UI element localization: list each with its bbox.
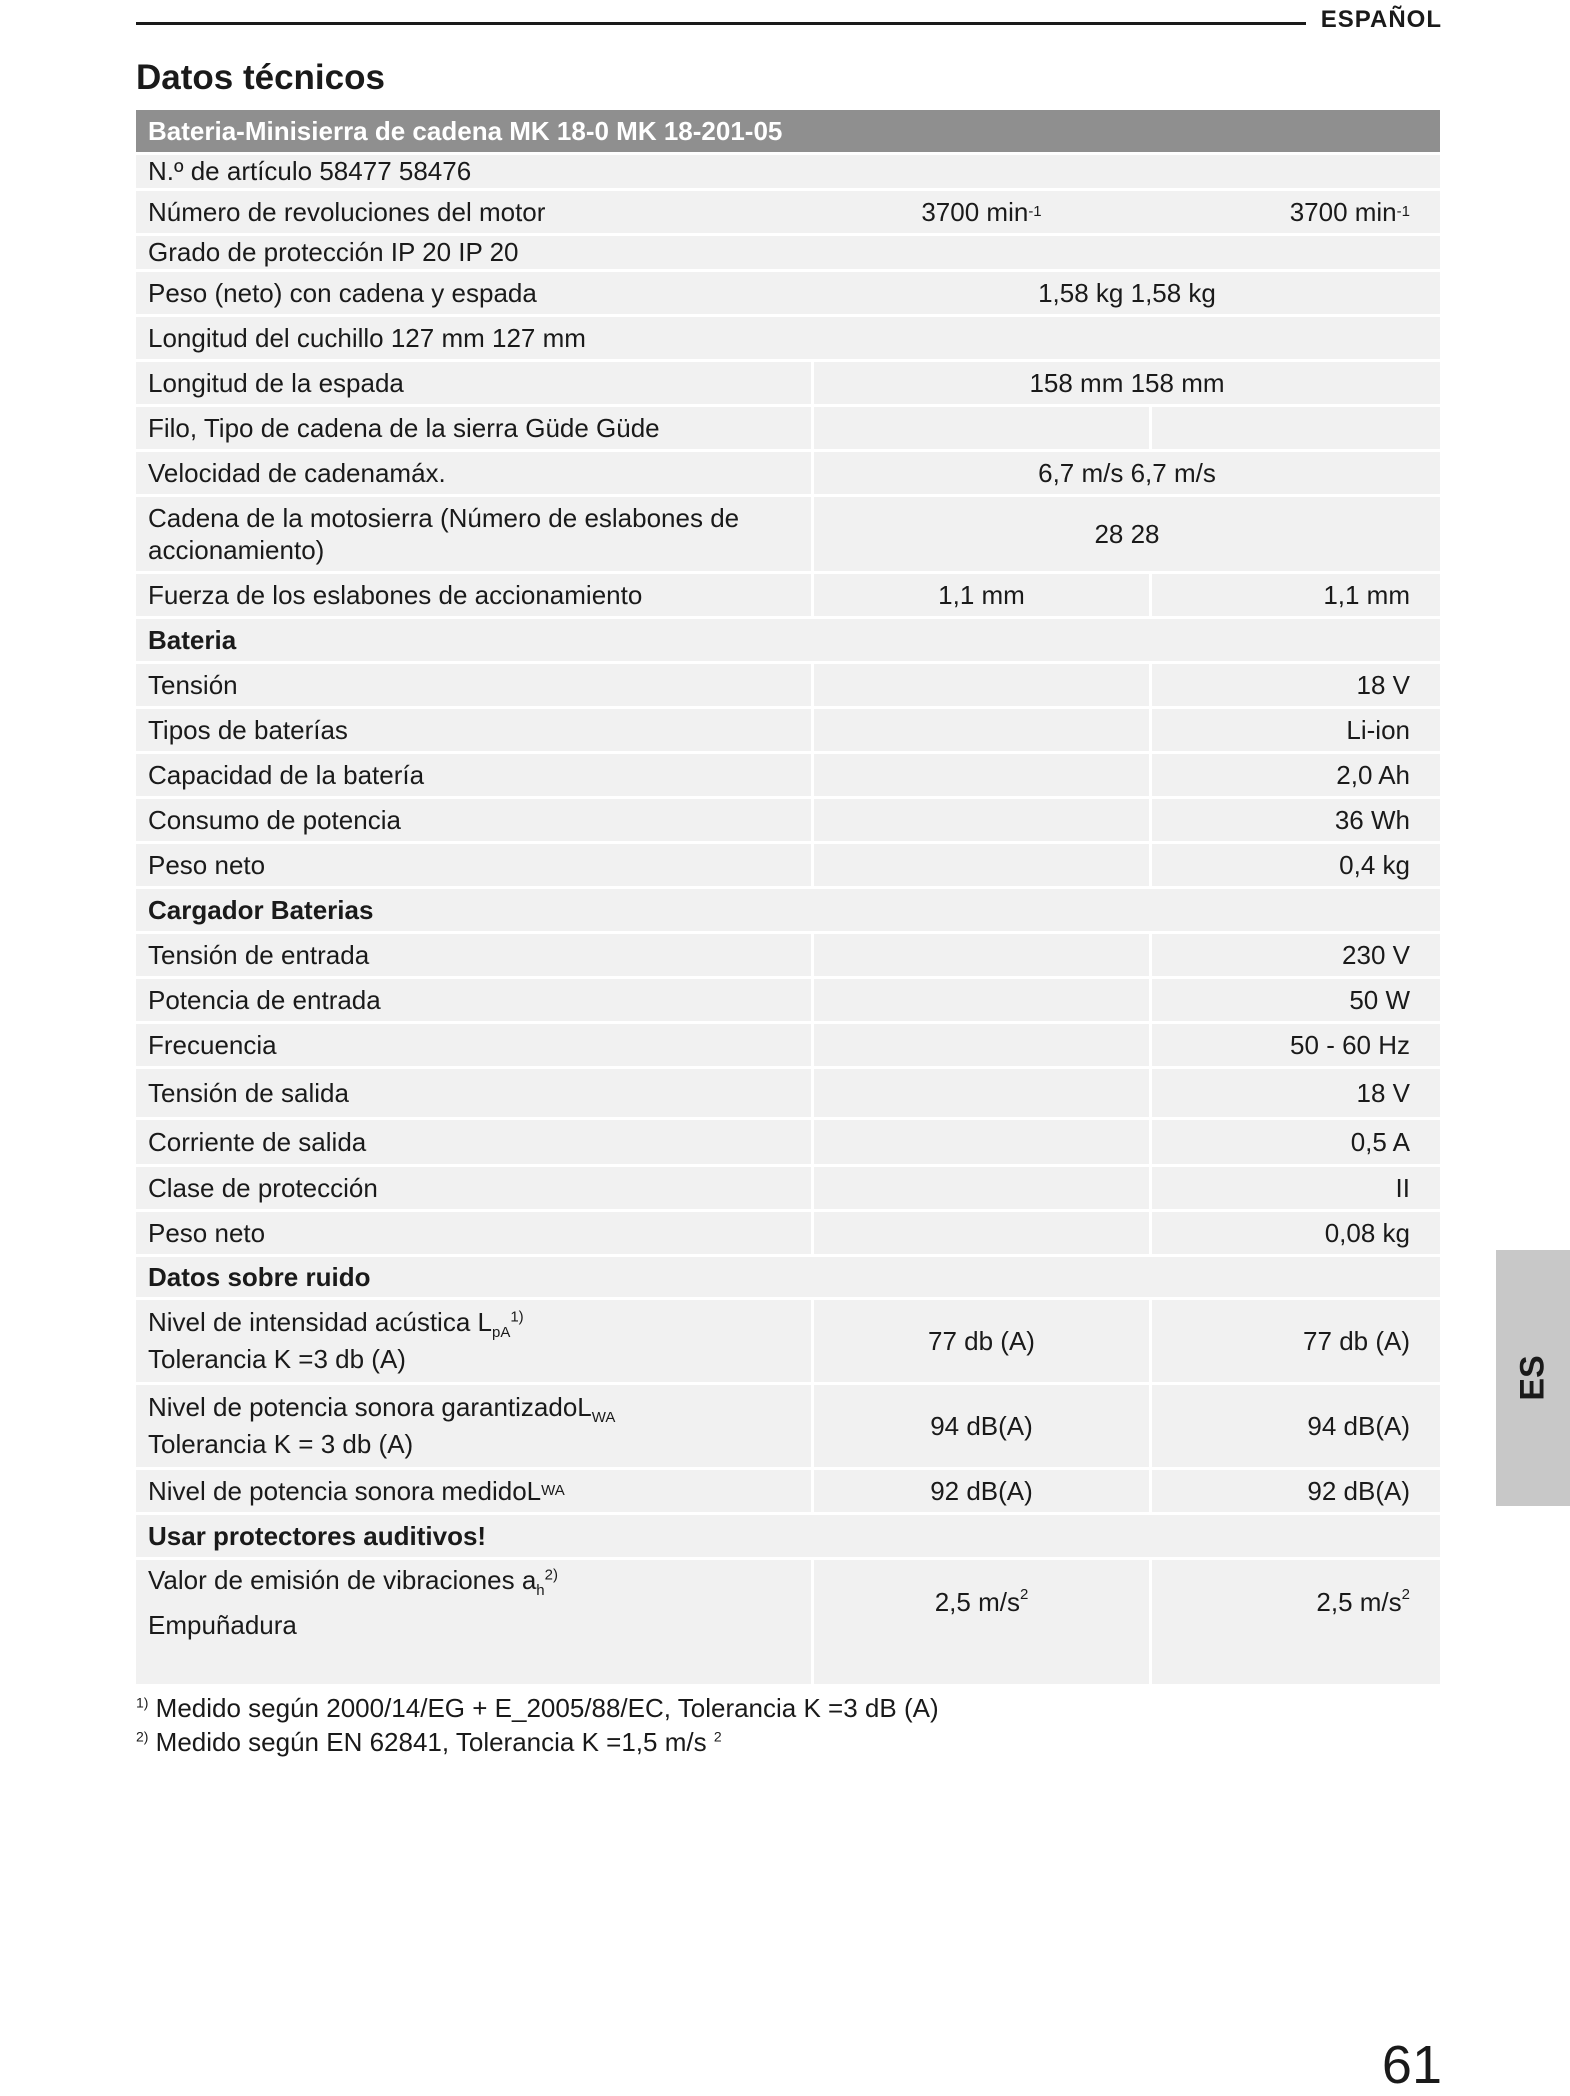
- table-row: [136, 362, 1440, 407]
- table-row: [136, 1167, 1440, 1212]
- table-row: [136, 452, 1440, 497]
- side-tab-label: ES: [1513, 1355, 1552, 1401]
- table-row: [136, 1385, 1440, 1470]
- table-row: [136, 1069, 1440, 1120]
- charger-row-value: 50 W: [1149, 979, 1440, 1021]
- empty-cell: [811, 844, 1149, 886]
- guaranteed-sound-power-label: [136, 1385, 811, 1467]
- battery-row-label: Tipos de baterías: [148, 714, 348, 745]
- empty-cell: [811, 979, 1149, 1021]
- table-row: [136, 407, 1440, 452]
- header-rule: [136, 22, 1306, 25]
- weight-label: Peso (neto) con cadena y espada: [148, 277, 537, 308]
- article-number: N.º de artículo 58477 58476: [148, 156, 472, 187]
- motor-rpm-value-2: 3700 min -1: [1289, 196, 1410, 227]
- empty-cell: [811, 1120, 1149, 1164]
- footnote-2: $^{2)}$ Medido según EN 62841, Tolerancia K =1,5 m/s $^2$: [136, 1726, 722, 1757]
- charger-row-value: 18 V: [1149, 1069, 1440, 1117]
- table-row: [136, 664, 1440, 709]
- table-row: [136, 1470, 1440, 1515]
- section-row: [136, 1515, 1440, 1560]
- blade-length: Longitud del cuchillo 127 mm 127 mm: [148, 322, 586, 353]
- drive-links-label: [136, 497, 811, 571]
- charger-row-label: Frecuencia: [148, 1029, 277, 1060]
- charger-row-label: Potencia de entrada: [148, 984, 381, 1015]
- empty-cell: [811, 1069, 1149, 1117]
- empty-cell: [811, 1024, 1149, 1066]
- sound-intensity-tolerance: Tolerancia K =3 db (A): [148, 1344, 406, 1375]
- section-row: [136, 1257, 1440, 1300]
- charger-row-label: Corriente de salida: [148, 1126, 367, 1157]
- charger-row-value: 0,08 kg: [1149, 1212, 1440, 1254]
- bar-length-label: Longitud de la espada: [148, 367, 404, 398]
- battery-row-value: Li-ion: [1149, 709, 1440, 751]
- empty-cell: [811, 664, 1149, 706]
- chain-speed-label: Velocidad de cadenamáx.: [148, 457, 446, 488]
- bar-length-value: 158 mm 158 mm: [811, 362, 1440, 404]
- sound-intensity-label-line1: Nivel de intensidad acústica $L_{pA}^{1)}$: [148, 1307, 524, 1342]
- drive-links-value: 28 28: [811, 497, 1440, 571]
- empty-cell: [1149, 407, 1440, 449]
- technical-data-table: [136, 110, 1440, 1687]
- table-row: [136, 497, 1440, 574]
- charger-row-value: II: [1149, 1167, 1440, 1209]
- chain-type: Filo, Tipo de cadena de la sierra Güde Güde: [148, 412, 660, 443]
- empty-cell: [811, 934, 1149, 976]
- table-row: [136, 1560, 1440, 1687]
- table-row: [136, 709, 1440, 754]
- battery-row-label: Consumo de potencia: [148, 804, 401, 835]
- section-row: [136, 889, 1440, 934]
- table-row: [136, 1024, 1440, 1069]
- charger-row-label: Peso neto: [148, 1217, 266, 1248]
- table-row: [136, 1120, 1440, 1167]
- battery-heading: Bateria: [148, 624, 237, 655]
- empty-cell: [811, 1167, 1149, 1209]
- link-strength-value-1: 1,1 mm: [811, 574, 1149, 616]
- table-title-row: [136, 110, 1440, 155]
- measured-sound-power-value-1: 92 dB(A): [811, 1470, 1149, 1512]
- drive-links-label-line1: Cadena de la motosierra (Número de eslabones de: [148, 502, 740, 533]
- link-strength-value-2: 1,1 mm: [1149, 574, 1440, 616]
- vibration-label: [136, 1560, 811, 1684]
- table-title: Bateria-Minisierra de cadena MK 18-0 MK 18-201-05: [148, 115, 783, 146]
- table-row: [136, 1300, 1440, 1385]
- measured-sound-power-label: Nivel de potencia sonora medidoL WA: [148, 1475, 565, 1506]
- language-side-tab: [1496, 1250, 1570, 1506]
- battery-row-label: Peso neto: [148, 849, 266, 880]
- table-row: [136, 191, 1440, 236]
- table-row: [136, 934, 1440, 979]
- table-row: [136, 1212, 1440, 1257]
- link-strength-label: Fuerza de los eslabones de accionamiento: [148, 579, 643, 610]
- chain-speed-value: 6,7 m/s 6,7 m/s: [811, 452, 1440, 494]
- charger-heading: Cargador Baterias: [148, 894, 374, 925]
- page-number: 61: [1381, 2035, 1442, 2095]
- vibration-value-1: 2,5 m/s $^2$: [811, 1560, 1149, 1684]
- hearing-protection-note: Usar protectores auditivos!: [148, 1520, 487, 1551]
- table-row: [136, 317, 1440, 362]
- sound-intensity-value-1: 77 db (A): [811, 1300, 1149, 1382]
- sound-intensity-label: [136, 1300, 811, 1382]
- weight-value: 1,58 kg 1,58 kg: [1038, 277, 1216, 308]
- page-title: Datos técnicos: [136, 58, 385, 97]
- empty-cell: [811, 799, 1149, 841]
- guaranteed-sound-power-value-2: 94 dB(A): [1149, 1385, 1440, 1467]
- drive-links-label-line2: accionamiento): [148, 535, 325, 565]
- table-row: [136, 272, 1440, 317]
- charger-row-value: 50 - 60 Hz: [1149, 1024, 1440, 1066]
- language-label: ESPAÑOL: [1320, 6, 1442, 33]
- guaranteed-sound-power-label-line1: Nivel de potencia sonora garantizadoL$_{WA}$: [148, 1392, 616, 1427]
- battery-row-value: 36 Wh: [1149, 799, 1440, 841]
- empty-cell: [811, 709, 1149, 751]
- battery-row-value: 2,0 Ah: [1149, 754, 1440, 796]
- guaranteed-sound-power-value-1: 94 dB(A): [811, 1385, 1149, 1467]
- footnote-1: $^{1)}$ Medido según 2000/14/EG + E_2005/88/EC, Tolerancia K =3 dB (A): [136, 1693, 939, 1723]
- table-row: [136, 979, 1440, 1024]
- battery-row-label: Capacidad de la batería: [148, 759, 425, 790]
- motor-rpm-value-1: 3700 min -1: [921, 196, 1042, 227]
- sound-intensity-value-2: 77 db (A): [1149, 1300, 1440, 1382]
- section-row: [136, 619, 1440, 664]
- empty-cell: [811, 754, 1149, 796]
- guaranteed-sound-power-tolerance: Tolerancia K = 3 db (A): [148, 1429, 414, 1460]
- charger-row-value: 0,5 A: [1149, 1120, 1440, 1164]
- noise-heading: Datos sobre ruido: [148, 1261, 371, 1292]
- table-row: [136, 754, 1440, 799]
- empty-cell: [811, 407, 1149, 449]
- battery-row-value: 18 V: [1149, 664, 1440, 706]
- charger-row-label: Clase de protección: [148, 1172, 378, 1203]
- motor-rpm-label: Número de revoluciones del motor: [148, 196, 546, 227]
- charger-row-label: Tensión de entrada: [148, 939, 370, 970]
- vibration-label-line1: Valor de emisión de vibraciones $a_h^{2)}$: [148, 1565, 558, 1600]
- measured-sound-power-value-2: 92 dB(A): [1149, 1470, 1440, 1512]
- table-row: [136, 155, 1440, 191]
- charger-row-label: Tensión de salida: [148, 1077, 349, 1108]
- vibration-value-2: 2,5 m/s $^2$: [1149, 1560, 1440, 1684]
- vibration-label-line2: Empuñadura: [148, 1609, 297, 1640]
- table-row: [136, 799, 1440, 844]
- empty-cell: [811, 1212, 1149, 1254]
- footnotes: [136, 1692, 939, 1760]
- protection-grade: Grado de protección IP 20 IP 20: [148, 237, 519, 268]
- table-row: [136, 844, 1440, 889]
- table-row: [136, 574, 1440, 619]
- battery-row-label: Tensión: [148, 669, 238, 700]
- table-row: [136, 236, 1440, 272]
- charger-row-value: 230 V: [1149, 934, 1440, 976]
- battery-row-value: 0,4 kg: [1149, 844, 1440, 886]
